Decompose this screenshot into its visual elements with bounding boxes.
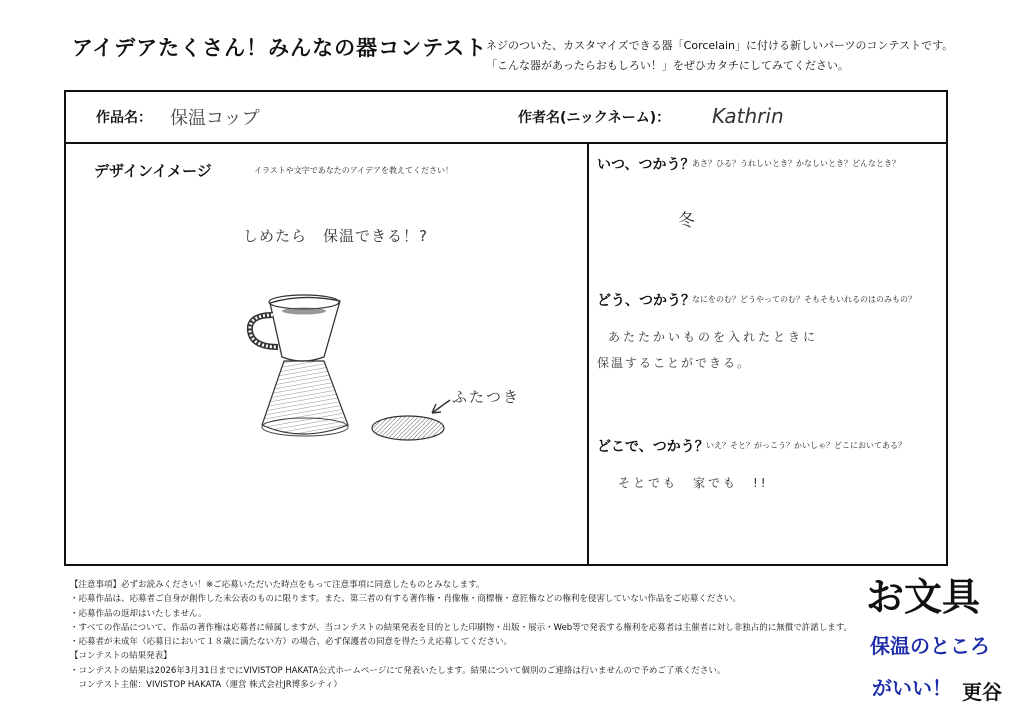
judge-comment-line-1: 保温のところ [870, 634, 990, 658]
how-answer-line-1: あたたかいものを入れたときに [608, 330, 819, 344]
notes-line: 【コンテストの結果発表】 [70, 651, 172, 662]
work-name-value: 保温コップ [170, 108, 260, 129]
where-label: どこで、つかう？ [597, 439, 709, 455]
award-stamp: お文具 [866, 575, 981, 619]
notes-section [70, 578, 853, 692]
when-answer: 冬 [678, 211, 695, 231]
author-value: Kathrin [712, 104, 784, 128]
description-line-2: 「こんな器があったらおもしろい！」をぜひカタチにしてみてください。 [486, 59, 849, 72]
author-label: 作者名(ニックネーム)： [518, 110, 671, 126]
notes-line: ・応募作品は、応募者ご自身が創作した未公表のものに限ります。また、第三者の有する著作権・肖像権・商標権・意匠権などの権利を侵害していない作品をご応募ください。 [70, 594, 741, 605]
how-hint: なにをのむ？どうやってのむ？そもそもいれるのはのみもの？ [692, 295, 916, 304]
design-note-lid: ふたつき [452, 388, 521, 406]
cup-sketch [240, 285, 460, 455]
where-hint: いえ？そと？がっこう？かいしゃ？どこにおいてある？ [706, 441, 906, 450]
contest-description [486, 36, 953, 76]
notes-line: 【注意事項】必ずお読みください！※ご応募いただいた時点をもって注意事項に同意したものとみなします。 [70, 580, 485, 590]
form-divider-horizontal [64, 142, 948, 144]
notes-line: ・コンテストの結果は2026年3月31日までにVIVISTOP HAKATA公式ホームページにて発表いたします。結果について個別のご連絡は行いませんので予めご了承ください。 [70, 665, 726, 676]
design-image-hint: イラストや文字であなたのアイデアを教えてください！ [254, 166, 454, 175]
notes-line: ・応募者が未成年（応募日において１８歳に満たない方）の場合、必ず保護者の同意を得たうえ応募してください。 [70, 637, 513, 648]
judge-signature: 更谷 [962, 680, 1002, 704]
when-hint: あさ？ひる？うれしいとき？かなしいとき？どんなとき？ [692, 159, 900, 168]
when-label: いつ、つかう？ [597, 157, 695, 173]
judge-comment-line-2: がいい！ [872, 676, 952, 700]
notes-line: コンテスト主催：VIVISTOP HAKATA（運営 株式会社JR博多シティ） [70, 680, 342, 691]
notes-line: ・応募作品の返却はいたしません。 [70, 608, 207, 619]
design-note-keep-warm: しめたら 保温できる！? [243, 227, 428, 245]
notes-line: ・すべての作品について、作品の著作権は応募者に帰属しますが、当コンテストの結果発表を目的とした印刷物・出版・展示・Web等で発表する権利を応募者は主催者に対し非独占的に無償で許諾します。 [70, 622, 853, 633]
page-title: アイデアたくさん！みんなの器コンテスト [72, 36, 488, 60]
how-label: どう、つかう？ [597, 293, 695, 309]
work-name-label: 作品名： [96, 110, 152, 126]
how-answer-line-2: 保温することができる。 [597, 356, 752, 370]
form-divider-vertical [587, 142, 589, 566]
description-line-1: ネジのついた、カスタマイズできる器「Corcelain」に付ける新しいパーツのコンテストです。 [486, 39, 954, 52]
where-answer: そとでも 家でも !! [618, 476, 769, 490]
design-image-label: デザインイメージ [94, 162, 212, 180]
